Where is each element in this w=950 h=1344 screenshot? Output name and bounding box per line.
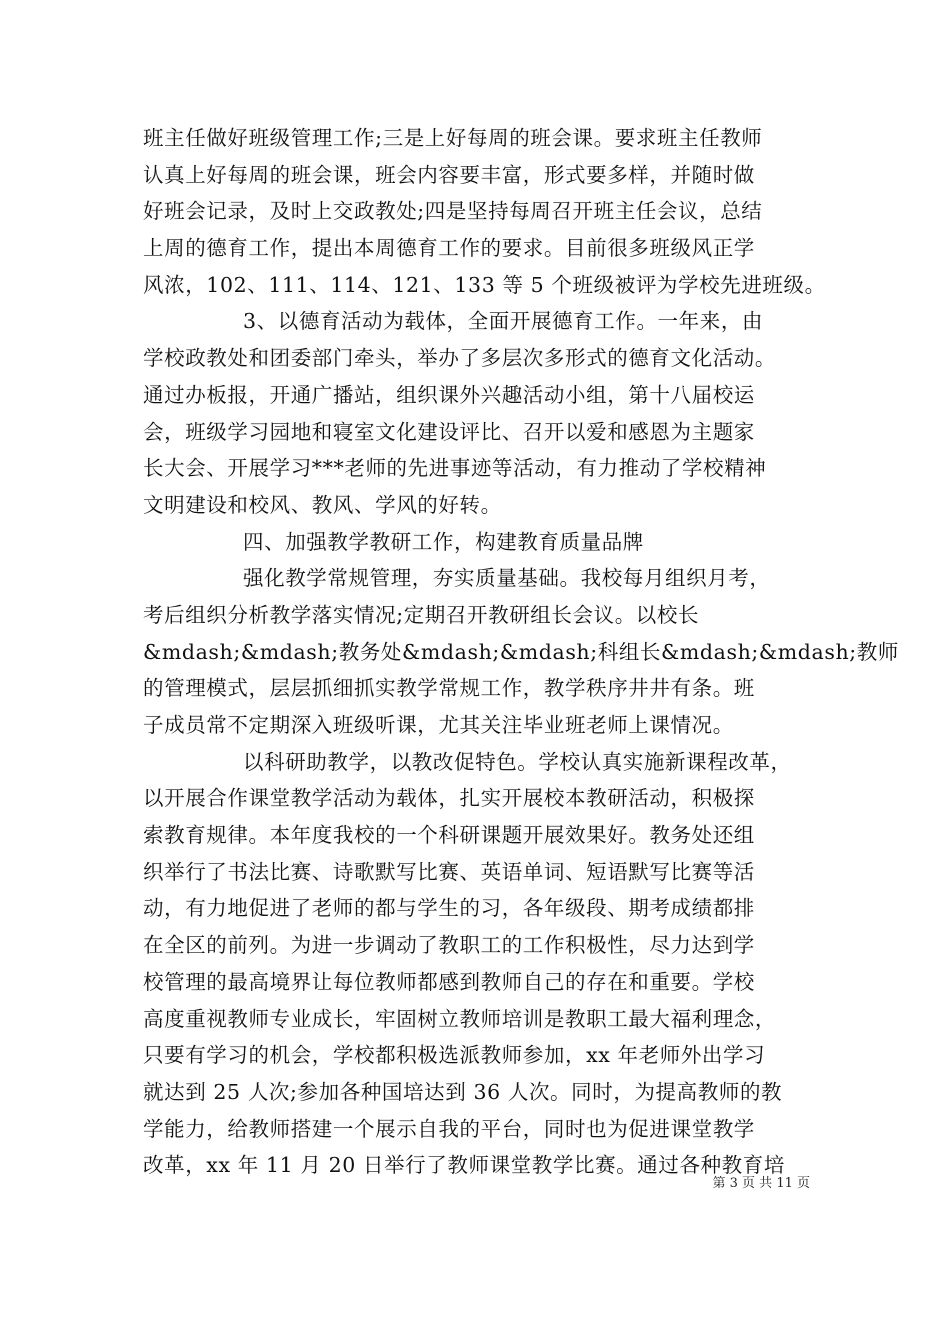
text-line: &mdash;&mdash;教务处&mdash;&mdash;科组长&mdash;&mdash;教师 xyxy=(143,639,899,664)
text-line: 班主任做好班级管理工作;三是上好每周的班会课。要求班主任教师 xyxy=(143,126,763,150)
text-line: 子成员常不定期深入班级听课，尤其关注毕业班老师上课情况。 xyxy=(143,713,734,737)
text-line: 改革，xx 年 11 月 20 日举行了教师课堂教学比赛。通过各种教育培 xyxy=(143,1153,785,1178)
text-line: 通过办板报，开通广播站，组织课外兴趣活动小组，第十八届校运 xyxy=(143,382,755,407)
text-line: 就达到 25 人次;参加各种国培达到 36 人次。同时，为提高教师的教 xyxy=(143,1079,783,1104)
text-line: 校管理的最高境界让每位教师都感到教师自己的存在和重要。学校 xyxy=(143,969,755,994)
text-line: 以科研助教学，以教改促特色。学校认真实施新课程改革， xyxy=(243,749,792,774)
text-line: 以开展合作课堂教学活动为载体，扎实开展校本教研活动，积极探 xyxy=(143,786,755,811)
text-line: 高度重视教师专业成长，牢固树立教师培训是教职工最大福利理念， xyxy=(143,1006,776,1031)
text-line: 索教育规律。本年度我校的一个科研课题开展效果好。教务处还组 xyxy=(143,823,755,848)
text-line: 学校政教处和团委部门牵头，举办了多层次多形式的德育文化活动。 xyxy=(143,346,776,371)
text-line: 的管理模式，层层抓细抓实教学常规工作，教学秩序井井有条。班 xyxy=(143,676,755,701)
text-line: 好班会记录，及时上交政教处;四是坚持每周召开班主任会议，总结 xyxy=(143,199,763,224)
text-line: 在全区的前列。为进一步调动了教职工的工作积极性，尽力达到学 xyxy=(143,933,755,958)
text-line: 动，有力地促进了老师的都与学生的习，各年级段、期考成绩都排 xyxy=(143,896,755,921)
document-body xyxy=(143,120,899,1184)
text-line: 认真上好每周的班会课，班会内容要丰富，形式要多样，并随时做 xyxy=(143,162,755,187)
page-number: 第 3 页 共 11 页 xyxy=(712,1176,810,1191)
text-line: 强化教学常规管理，夯实质量基础。我校每月组织月考， xyxy=(243,566,771,591)
text-line: 会，班级学习园地和寝室文化建设评比、召开以爱和感恩为主题家 xyxy=(143,419,755,444)
text-line: 文明建设和校风、教风、学风的好转。 xyxy=(143,492,502,517)
text-line: 3、以德育活动为载体，全面开展德育工作。一年来，由 xyxy=(243,309,764,334)
text-line: 长大会、开展学习***老师的先进事迹等活动，有力推动了学校精神 xyxy=(143,456,767,481)
text-line: 四、加强教学教研工作，构建教育质量品牌 xyxy=(243,529,644,554)
text-line: 织举行了书法比赛、诗歌默写比赛、英语单词、短语默写比赛等活 xyxy=(143,859,755,884)
text-line: 考后组织分析教学落实情况;定期召开教研组长会议。以校长 xyxy=(143,602,700,627)
text-line: 风浓，102、111、114、121、133 等 5 个班级被评为学校先进班级。 xyxy=(143,272,826,297)
text-line: 上周的德育工作，提出本周德育工作的要求。目前很多班级风正学 xyxy=(143,236,755,261)
text-line: 学能力，给教师搭建一个展示自我的平台，同时也为促进课堂教学 xyxy=(143,1116,755,1141)
text-line: 只要有学习的机会，学校都积极选派教师参加，xx 年老师外出学习 xyxy=(143,1043,766,1068)
